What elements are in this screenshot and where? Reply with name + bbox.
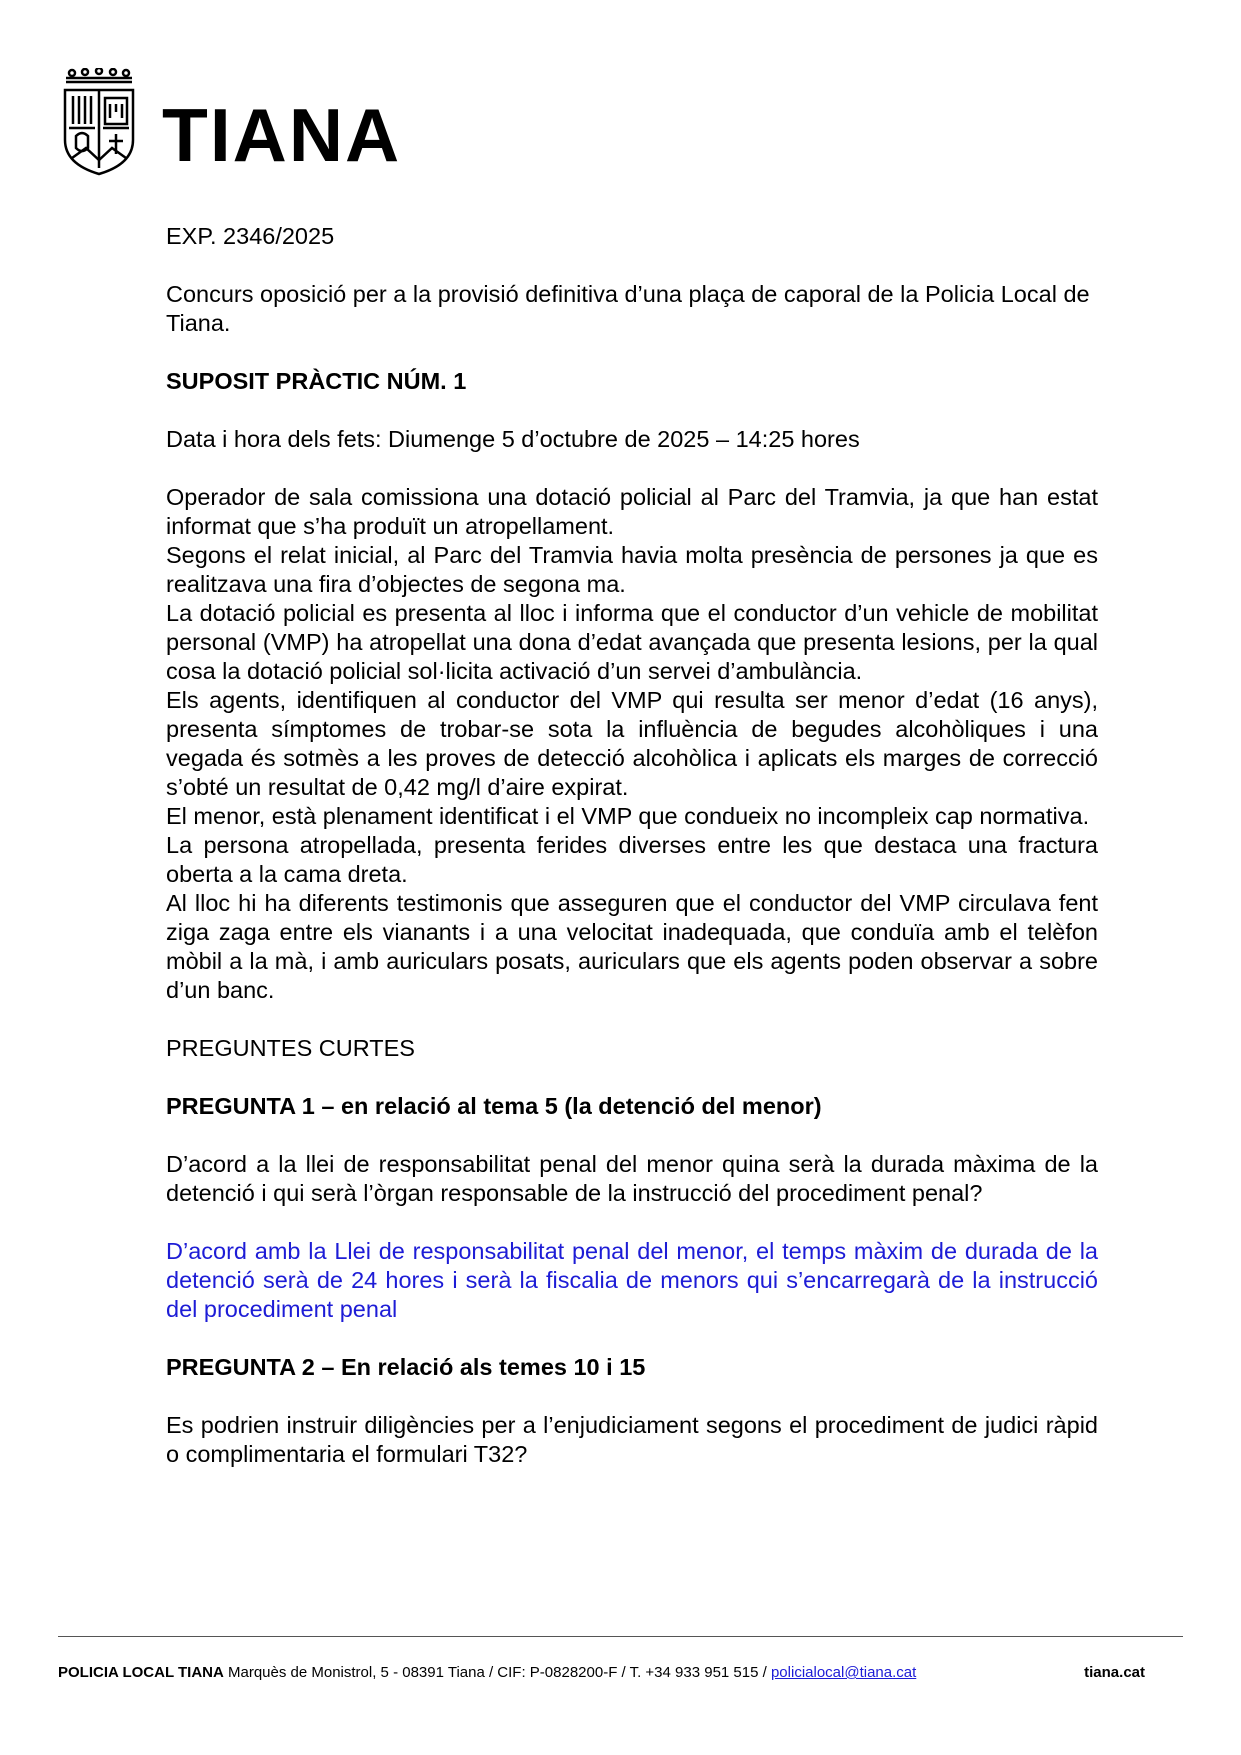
case-paragraph: Al lloc hi ha diferents testimonis que asseguren que el conductor del VMP circulava fent ziga zaga entre els vianants i a una velocitat inadequada, que conduïa amb el telèfon mòbil a la mà, i amb auriculars posats, auriculars que els agents poden observar a sobre d’un banc.: [166, 890, 1098, 1003]
case-paragraph: La persona atropellada, presenta ferides diverses entre les que destaca una fractura oberta a la cama dreta.: [166, 832, 1098, 887]
footer-address: Marquès de Monistrol, 5 - 08391 Tiana / CIF: P-0828200-F / T. +34 933 951 515 /: [223, 1664, 771, 1681]
case-title: SUPOSIT PRÀCTIC NÚM. 1: [166, 368, 467, 394]
footer-contact: [58, 1664, 916, 1681]
case-paragraph: Els agents, identifiquen al conductor del VMP qui resulta ser menor d’edat (16 anys), presenta símptomes de trobar-se sota la influència de begudes alcohòliques i una vegada és sotmès a les proves de detecció alcohòlica i aplicats els marges de correcció s’obté un resultat de 0,42 mg/l d’aire expirat.: [166, 687, 1098, 800]
intro-text: Concurs oposició per a la provisió definitiva d’una plaça de caporal de la Policia Local de Tiana.: [166, 281, 1090, 336]
question-1-title: PREGUNTA 1 – en relació al tema 5 (la detenció del menor): [166, 1093, 822, 1119]
case-paragraph: Segons el relat inicial, al Parc del Tramvia havia molta presència de persones ja que es realitzava una fira d’objectes de segona ma.: [166, 542, 1098, 597]
question-2-title: PREGUNTA 2 – En relació als temes 10 i 15: [166, 1354, 646, 1380]
question-1-answer: D’acord amb la Llei de responsabilitat penal del menor, el temps màxim de durada de la detenció serà de 24 hores i serà la fiscalia de menors qui s’encarregarà de la instrucció del procediment penal: [166, 1238, 1098, 1322]
question-1-text: D’acord a la llei de responsabilitat penal del menor quina serà la durada màxima de la detenció i qui serà l’òrgan responsable de la instrucció del procediment penal?: [166, 1151, 1098, 1206]
footer-divider: [58, 1636, 1183, 1637]
brand-name: TIANA: [162, 93, 402, 177]
file-number: EXP. 2346/2025: [166, 223, 335, 249]
event-date: Data i hora dels fets: Diumenge 5 d’octubre de 2025 – 14:25 hores: [166, 426, 860, 452]
coat-of-arms-icon: [62, 68, 136, 176]
page-header: [62, 68, 402, 177]
case-paragraph: El menor, està plenament identificat i el VMP que condueix no incompleix cap normativa.: [166, 803, 1090, 829]
footer-email-link[interactable]: policialocal@tiana.cat: [770, 1664, 917, 1681]
footer-org: POLICIA LOCAL TIANA: [58, 1664, 224, 1681]
section-heading: PREGUNTES CURTES: [166, 1035, 415, 1061]
page-footer: [58, 1664, 1183, 1681]
footer-website[interactable]: tiana.cat: [1084, 1664, 1145, 1681]
case-paragraph: La dotació policial es presenta al lloc i informa que el conductor d’un vehicle de mobilitat personal (VMP) ha atropellat una dona d’edat avançada que presenta lesions, per la qual cosa la dotació policial sol·licita activació d’un servei d’ambulància.: [166, 600, 1098, 684]
case-paragraph: Operador de sala comissiona una dotació policial al Parc del Tramvia, ja que han estat informat que s’ha produït un atropellament.: [166, 484, 1098, 539]
question-2-text: Es podrien instruir diligències per a l’enjudiciament segons el procediment de judici ràpid o complimentaria el formulari T32?: [166, 1412, 1098, 1467]
document-body: [166, 222, 1098, 1469]
